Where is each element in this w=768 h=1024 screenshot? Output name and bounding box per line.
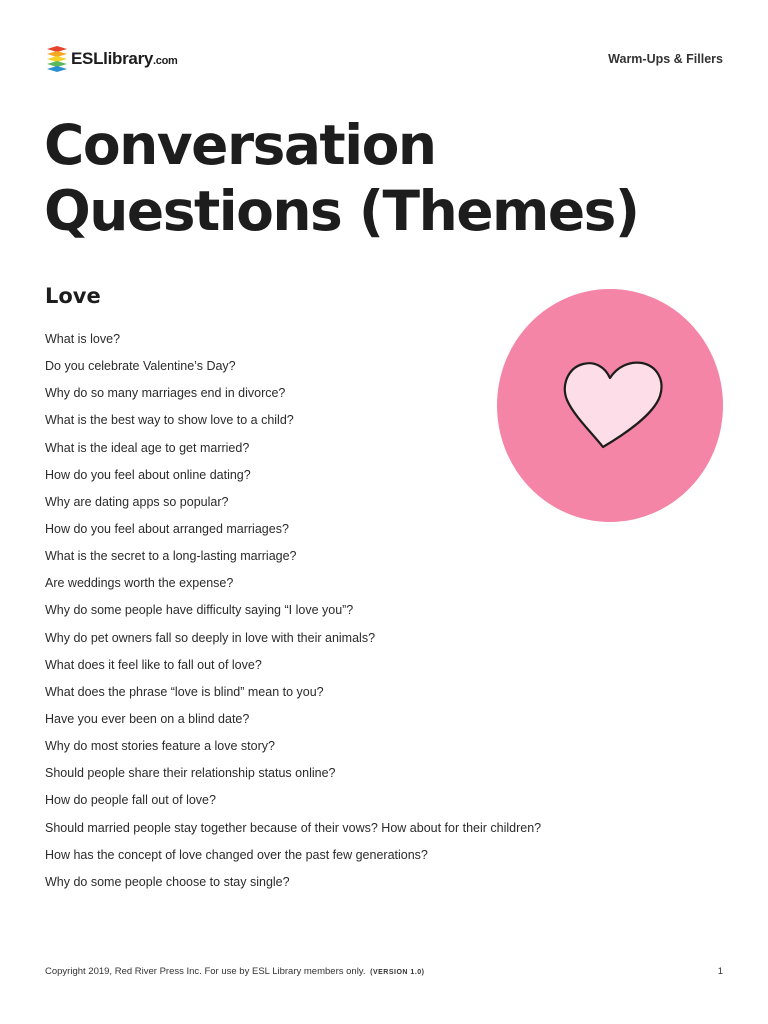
version-label: (VERSION 1.0) — [370, 969, 425, 976]
question-item: Do you celebrate Valentine’s Day? — [45, 359, 236, 374]
question-item: What does it feel like to fall out of love? — [45, 657, 262, 672]
copyright-text: Copyright 2019, Red River Press Inc. For use by ESL Library members only. — [45, 966, 366, 977]
question-item: Why are dating apps so popular? — [45, 494, 229, 509]
heart-icon — [562, 359, 666, 453]
logo-brand-bold: ESL — [71, 49, 104, 68]
page-footer — [45, 966, 723, 977]
question-list — [45, 329, 541, 899]
question-item: How do people fall out of love? — [45, 793, 216, 808]
question-item: How do you feel about online dating? — [45, 467, 251, 482]
question-item: What does the phrase “love is blind” mean to you? — [45, 684, 324, 699]
question-item: Why do so many marriages end in divorce? — [45, 386, 286, 401]
question-item: What is the secret to a long-lasting marriage? — [45, 549, 297, 564]
logo-brand-suffix: .com — [153, 55, 178, 67]
page-number: 1 — [717, 966, 723, 977]
question-item: What is love? — [45, 332, 121, 346]
question-item: Why do some people have difficulty saying “I love you”? — [45, 603, 354, 618]
question-item: Have you ever been on a blind date? — [45, 711, 250, 726]
page-title — [44, 112, 639, 244]
theme-heading: Love — [45, 284, 101, 308]
page-header — [45, 44, 723, 74]
question-item: Are weddings worth the expense? — [45, 576, 234, 591]
title-line-1: Conversation — [44, 113, 436, 177]
stacked-books-icon — [45, 46, 69, 72]
question-item: How has the concept of love changed over the past few generations? — [45, 847, 428, 862]
logo-wordmark — [71, 49, 178, 69]
question-item: How do you feel about arranged marriages? — [45, 521, 289, 536]
esl-library-logo[interactable] — [45, 44, 178, 74]
logo-brand-rest: library — [103, 49, 154, 68]
question-item: Why do some people choose to stay single? — [45, 874, 290, 889]
question-item: Should people share their relationship status online? — [45, 766, 336, 781]
title-line-2: Questions (Themes) — [44, 179, 639, 243]
section-label: Warm-Ups & Fillers — [608, 52, 723, 66]
question-item: What is the ideal age to get married? — [45, 440, 250, 455]
question-item: What is the best way to show love to a child? — [45, 413, 294, 428]
question-item: Why do most stories feature a love story? — [45, 739, 275, 754]
question-item: Why do pet owners fall so deeply in love with their animals? — [45, 630, 376, 645]
question-item: Should married people stay together because of their vows? How about for their children? — [45, 820, 542, 835]
